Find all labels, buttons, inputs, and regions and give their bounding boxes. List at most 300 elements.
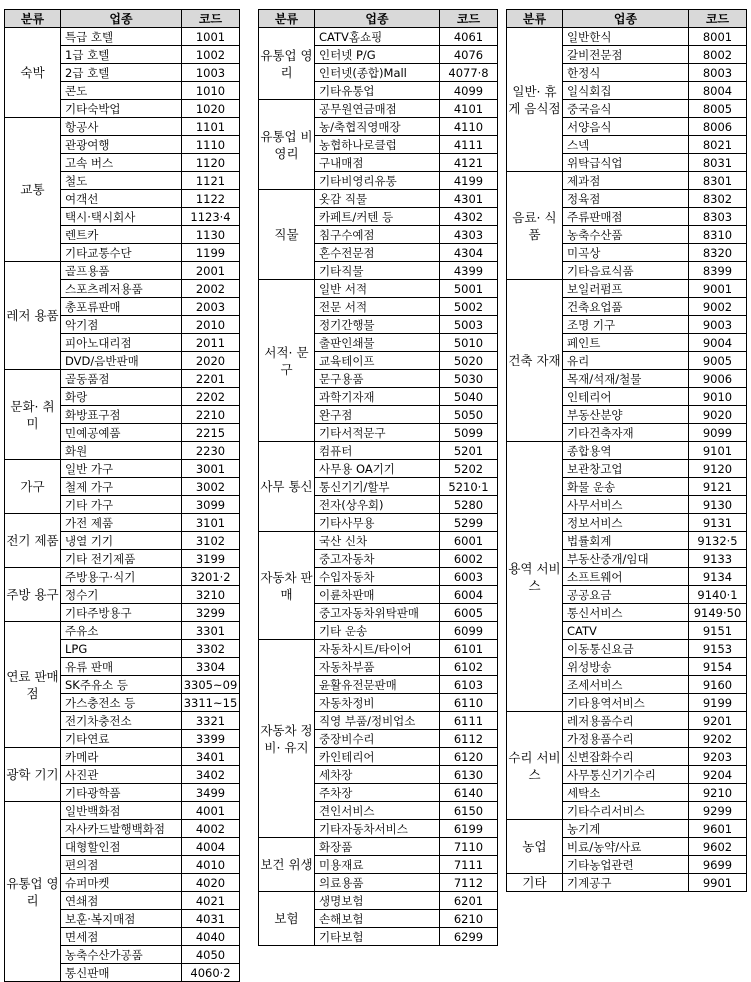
code-cell: 8006 xyxy=(689,118,747,136)
code-cell: 9151 xyxy=(689,622,747,640)
industry-cell: 기타유통업 xyxy=(315,82,440,100)
industry-cell: 과학기자재 xyxy=(315,388,440,406)
industry-cell: 기타교통수단 xyxy=(61,244,182,262)
category-cell: 보건 위생 xyxy=(259,838,315,892)
category-cell: 연료 판매점 xyxy=(5,622,61,748)
code-table-2 xyxy=(258,9,498,946)
industry-cell: 콘도 xyxy=(61,82,182,100)
category-cell: 용역 서비스 xyxy=(507,442,563,712)
industry-cell: DVD/음반판매 xyxy=(61,352,182,370)
industry-cell: 미용재료 xyxy=(315,856,440,874)
industry-cell: 기타수리서비스 xyxy=(563,802,689,820)
industry-cell: 소프트웨어 xyxy=(563,568,689,586)
industry-cell: 손해보험 xyxy=(315,910,440,928)
industry-cell: 스넥 xyxy=(563,136,689,154)
code-cell: 4077·8 xyxy=(440,64,498,82)
code-cell: 4302 xyxy=(440,208,498,226)
industry-cell: 농축수산품 xyxy=(563,226,689,244)
table-row xyxy=(259,442,498,460)
code-cell: 5201 xyxy=(440,442,498,460)
code-cell: 9005 xyxy=(689,352,747,370)
industry-cell: 자동차시트/타이어 xyxy=(315,640,440,658)
header-code: 코드 xyxy=(182,10,240,28)
code-cell: 6103 xyxy=(440,676,498,694)
header-industry: 업종 xyxy=(61,10,182,28)
table-row xyxy=(5,262,240,280)
industry-cell: 통신서비스 xyxy=(563,604,689,622)
code-cell: 3399 xyxy=(182,730,240,748)
code-table-1 xyxy=(4,9,240,982)
code-cell: 4004 xyxy=(182,838,240,856)
code-cell: 9001 xyxy=(689,280,747,298)
industry-cell: 비료/농약/사료 xyxy=(563,838,689,856)
industry-cell: 국산 신차 xyxy=(315,532,440,550)
table-row xyxy=(5,568,240,586)
code-cell: 9299 xyxy=(689,802,747,820)
industry-cell: 조세서비스 xyxy=(563,676,689,694)
code-cell: 8021 xyxy=(689,136,747,154)
code-cell: 8003 xyxy=(689,64,747,82)
industry-cell: 수입자동차 xyxy=(315,568,440,586)
industry-cell: 화물 운송 xyxy=(563,478,689,496)
code-cell: 9010 xyxy=(689,388,747,406)
industry-cell: 혼수전문점 xyxy=(315,244,440,262)
industry-cell: 정기간행물 xyxy=(315,316,440,334)
industry-cell: 자동차부품 xyxy=(315,658,440,676)
industry-cell: 전문 서적 xyxy=(315,298,440,316)
industry-cell: 유류 판매 xyxy=(61,658,182,676)
code-cell: 7111 xyxy=(440,856,498,874)
industry-cell: 컴퓨터 xyxy=(315,442,440,460)
industry-cell: 완구점 xyxy=(315,406,440,424)
industry-cell: 항공사 xyxy=(61,118,182,136)
code-cell: 8031 xyxy=(689,154,747,172)
code-table-3 xyxy=(506,9,747,892)
code-cell: 2002 xyxy=(182,280,240,298)
code-cell: 3002 xyxy=(182,478,240,496)
code-cell: 4099 xyxy=(440,82,498,100)
code-cell: 6120 xyxy=(440,748,498,766)
industry-cell: 카인테리어 xyxy=(315,748,440,766)
code-cell: 8303 xyxy=(689,208,747,226)
code-cell: 4110 xyxy=(440,118,498,136)
code-cell: 9002 xyxy=(689,298,747,316)
industry-cell: 정육점 xyxy=(563,190,689,208)
industry-cell: 면세점 xyxy=(61,928,182,946)
industry-cell: 레저용품수리 xyxy=(563,712,689,730)
table-row xyxy=(507,172,747,190)
code-cell: 9006 xyxy=(689,370,747,388)
code-cell: 5202 xyxy=(440,460,498,478)
industry-cell: 민예공예품 xyxy=(61,424,182,442)
industry-cell: 서양음식 xyxy=(563,118,689,136)
industry-cell: 기타사무용 xyxy=(315,514,440,532)
industry-cell: 위탁급식업 xyxy=(563,154,689,172)
code-cell: 4111 xyxy=(440,136,498,154)
industry-cell: 농협하나로클럽 xyxy=(315,136,440,154)
table-row xyxy=(259,532,498,550)
code-cell: 1199 xyxy=(182,244,240,262)
industry-cell: 의료용품 xyxy=(315,874,440,892)
industry-cell: 세차장 xyxy=(315,766,440,784)
code-cell: 6130 xyxy=(440,766,498,784)
code-cell: 6140 xyxy=(440,784,498,802)
table-row xyxy=(507,280,747,298)
code-cell: 3101 xyxy=(182,514,240,532)
industry-cell: 보일러펌프 xyxy=(563,280,689,298)
code-cell: 8302 xyxy=(689,190,747,208)
industry-cell: 이륜차판매 xyxy=(315,586,440,604)
category-cell: 광학 기기 xyxy=(5,748,61,802)
code-cell: 8320 xyxy=(689,244,747,262)
industry-cell: 세탁소 xyxy=(563,784,689,802)
industry-cell: 골프용품 xyxy=(61,262,182,280)
industry-cell: 통신기기/할부 xyxy=(315,478,440,496)
code-cell: 9099 xyxy=(689,424,747,442)
code-cell: 6111 xyxy=(440,712,498,730)
code-cell: 9004 xyxy=(689,334,747,352)
industry-cell: 기타숙박업 xyxy=(61,100,182,118)
table-row xyxy=(5,514,240,532)
industry-cell: 가스충전소 등 xyxy=(61,694,182,712)
industry-cell: 기타 전기제품 xyxy=(61,550,182,568)
industry-cell: 가정용품수리 xyxy=(563,730,689,748)
code-cell: 5280 xyxy=(440,496,498,514)
category-cell: 자동차 정비· 유지 xyxy=(259,640,315,838)
code-cell: 6102 xyxy=(440,658,498,676)
code-cell: 2011 xyxy=(182,334,240,352)
code-cell: 9901 xyxy=(689,874,747,892)
code-cell: 9101 xyxy=(689,442,747,460)
header-row xyxy=(5,10,240,28)
industry-cell: 법률회계 xyxy=(563,532,689,550)
industry-cell: 공공요금 xyxy=(563,586,689,604)
code-cell: 5299 xyxy=(440,514,498,532)
category-cell: 건축 자재 xyxy=(507,280,563,442)
industry-cell: 농기계 xyxy=(563,820,689,838)
code-cell: 6002 xyxy=(440,550,498,568)
industry-cell: 화원 xyxy=(61,442,182,460)
code-cell: 3304 xyxy=(182,658,240,676)
table-row xyxy=(5,28,240,46)
code-cell: 3401 xyxy=(182,748,240,766)
code-cell: 9003 xyxy=(689,316,747,334)
industry-cell: 렌트카 xyxy=(61,226,182,244)
code-cell: 6201 xyxy=(440,892,498,910)
industry-cell: 인터넷(종합)Mall xyxy=(315,64,440,82)
code-cell: 5003 xyxy=(440,316,498,334)
category-cell: 서적· 문구 xyxy=(259,280,315,442)
industry-cell: 자동차정비 xyxy=(315,694,440,712)
code-cell: 3402 xyxy=(182,766,240,784)
industry-cell: 전기차충전소 xyxy=(61,712,182,730)
code-cell: 9132·5 xyxy=(689,532,747,550)
industry-cell: LPG xyxy=(61,640,182,658)
table-row xyxy=(259,892,498,910)
code-cell: 8001 xyxy=(689,28,747,46)
industry-cell: 미곡상 xyxy=(563,244,689,262)
table-row xyxy=(5,460,240,478)
code-cell: 2010 xyxy=(182,316,240,334)
category-cell: 기타 xyxy=(507,874,563,892)
industry-cell: 관광여행 xyxy=(61,136,182,154)
industry-cell: 기타 가구 xyxy=(61,496,182,514)
industry-cell: 갈비전문점 xyxy=(563,46,689,64)
code-cell: 8310 xyxy=(689,226,747,244)
industry-cell: 인터넷 P/G xyxy=(315,46,440,64)
code-cell: 5210·1 xyxy=(440,478,498,496)
code-cell: 3199 xyxy=(182,550,240,568)
header-code: 코드 xyxy=(440,10,498,28)
code-cell: 6101 xyxy=(440,640,498,658)
table-row xyxy=(5,748,240,766)
code-cell: 9134 xyxy=(689,568,747,586)
code-cell: 3001 xyxy=(182,460,240,478)
industry-cell: 건축요업품 xyxy=(563,298,689,316)
code-cell: 4303 xyxy=(440,226,498,244)
code-cell: 9201 xyxy=(689,712,747,730)
industry-cell: 페인트 xyxy=(563,334,689,352)
code-cell: 4031 xyxy=(182,910,240,928)
industry-cell: 정수기 xyxy=(61,586,182,604)
industry-cell: 유리 xyxy=(563,352,689,370)
code-cell: 4040 xyxy=(182,928,240,946)
code-cell: 8399 xyxy=(689,262,747,280)
industry-cell: 철도 xyxy=(61,172,182,190)
industry-cell: 연쇄점 xyxy=(61,892,182,910)
code-cell: 9140·1 xyxy=(689,586,747,604)
code-cell: 3311~15 xyxy=(182,694,240,712)
code-cell: 8301 xyxy=(689,172,747,190)
header-category: 분류 xyxy=(259,10,315,28)
industry-cell: 종합용역 xyxy=(563,442,689,460)
code-cell: 4301 xyxy=(440,190,498,208)
table-row xyxy=(5,802,240,820)
industry-cell: 기타농업관련 xyxy=(563,856,689,874)
industry-cell: 2급 호텔 xyxy=(61,64,182,82)
industry-cell: 일반한식 xyxy=(563,28,689,46)
code-cell: 5030 xyxy=(440,370,498,388)
industry-cell: 슈퍼마켓 xyxy=(61,874,182,892)
code-cell: 9699 xyxy=(689,856,747,874)
code-cell: 2210 xyxy=(182,406,240,424)
industry-cell: 화방표구점 xyxy=(61,406,182,424)
table-row xyxy=(5,370,240,388)
industry-cell: 주방용구·식기 xyxy=(61,568,182,586)
industry-cell: 카메라 xyxy=(61,748,182,766)
code-cell: 5010 xyxy=(440,334,498,352)
table-row xyxy=(507,712,747,730)
code-cell: 9133 xyxy=(689,550,747,568)
code-cell: 9153 xyxy=(689,640,747,658)
code-cell: 6299 xyxy=(440,928,498,946)
table-row xyxy=(507,442,747,460)
code-cell: 7110 xyxy=(440,838,498,856)
industry-cell: 한정식 xyxy=(563,64,689,82)
category-cell: 자동차 판매 xyxy=(259,532,315,640)
category-cell: 주방 용구 xyxy=(5,568,61,622)
industry-cell: SK주유소 등 xyxy=(61,676,182,694)
code-cell: 1001 xyxy=(182,28,240,46)
table-row xyxy=(259,640,498,658)
code-cell: 9203 xyxy=(689,748,747,766)
industry-cell: CATV홈쇼핑 xyxy=(315,28,440,46)
industry-cell: 1급 호텔 xyxy=(61,46,182,64)
industry-cell: 총포류판매 xyxy=(61,298,182,316)
code-cell: 2202 xyxy=(182,388,240,406)
industry-cell: 침구수예점 xyxy=(315,226,440,244)
industry-cell: 구내매점 xyxy=(315,154,440,172)
code-cell: 3301 xyxy=(182,622,240,640)
industry-cell: 중장비수리 xyxy=(315,730,440,748)
code-cell: 3099 xyxy=(182,496,240,514)
table-row xyxy=(507,874,747,892)
code-cell: 4101 xyxy=(440,100,498,118)
industry-cell: 농/축협직영매장 xyxy=(315,118,440,136)
table-row xyxy=(259,100,498,118)
industry-cell: 일반 가구 xyxy=(61,460,182,478)
category-cell: 보험 xyxy=(259,892,315,946)
industry-cell: 부동산중개/임대 xyxy=(563,550,689,568)
code-cell: 5001 xyxy=(440,280,498,298)
table-row xyxy=(259,280,498,298)
code-cell: 4399 xyxy=(440,262,498,280)
code-cell: 3201·2 xyxy=(182,568,240,586)
code-cell: 9601 xyxy=(689,820,747,838)
header-category: 분류 xyxy=(507,10,563,28)
industry-cell: 화랑 xyxy=(61,388,182,406)
code-cell: 2230 xyxy=(182,442,240,460)
code-cell: 3102 xyxy=(182,532,240,550)
header-category: 분류 xyxy=(5,10,61,28)
code-cell: 1002 xyxy=(182,46,240,64)
code-cell: 9131 xyxy=(689,514,747,532)
industry-cell: 주유소 xyxy=(61,622,182,640)
industry-cell: 농축수산가공품 xyxy=(61,946,182,964)
table-row xyxy=(259,28,498,46)
industry-cell: 사무통신기기수리 xyxy=(563,766,689,784)
industry-cell: 인테리어 xyxy=(563,388,689,406)
code-cell: 5040 xyxy=(440,388,498,406)
industry-cell: 사무용 OA기기 xyxy=(315,460,440,478)
code-cell: 4020 xyxy=(182,874,240,892)
industry-cell: CATV xyxy=(563,622,689,640)
table-row xyxy=(259,838,498,856)
code-cell: 2215 xyxy=(182,424,240,442)
industry-cell: 편의점 xyxy=(61,856,182,874)
code-cell: 6005 xyxy=(440,604,498,622)
code-cell: 5050 xyxy=(440,406,498,424)
code-cell: 9130 xyxy=(689,496,747,514)
table-row xyxy=(507,820,747,838)
table-row xyxy=(259,190,498,208)
code-cell: 3210 xyxy=(182,586,240,604)
industry-cell: 카페트/커텐 등 xyxy=(315,208,440,226)
industry-cell: 여객선 xyxy=(61,190,182,208)
header-code: 코드 xyxy=(689,10,747,28)
code-cell: 3321 xyxy=(182,712,240,730)
industry-cell: 신변잡화수리 xyxy=(563,748,689,766)
industry-cell: 기타용역서비스 xyxy=(563,694,689,712)
code-cell: 1110 xyxy=(182,136,240,154)
industry-cell: 옷감 직물 xyxy=(315,190,440,208)
code-cell: 9199 xyxy=(689,694,747,712)
industry-cell: 주류판매점 xyxy=(563,208,689,226)
header-row xyxy=(507,10,747,28)
code-cell: 4121 xyxy=(440,154,498,172)
code-cell: 6110 xyxy=(440,694,498,712)
code-cell: 1010 xyxy=(182,82,240,100)
industry-cell: 기타연료 xyxy=(61,730,182,748)
industry-cell: 골동품점 xyxy=(61,370,182,388)
code-cell: 4304 xyxy=(440,244,498,262)
code-cell: 2020 xyxy=(182,352,240,370)
category-cell: 유통업 영리 xyxy=(259,28,315,100)
code-cell: 1020 xyxy=(182,100,240,118)
code-cell: 6199 xyxy=(440,820,498,838)
category-cell: 농업 xyxy=(507,820,563,874)
industry-cell: 부동산분양 xyxy=(563,406,689,424)
industry-cell: 자사카드발행백화점 xyxy=(61,820,182,838)
code-cell: 5020 xyxy=(440,352,498,370)
industry-cell: 전자(상우회) xyxy=(315,496,440,514)
industry-cell: 통신판매 xyxy=(61,964,182,982)
table-row xyxy=(5,622,240,640)
code-cell: 8002 xyxy=(689,46,747,64)
code-cell: 9210 xyxy=(689,784,747,802)
code-cell: 1122 xyxy=(182,190,240,208)
category-cell: 음료· 식품 xyxy=(507,172,563,280)
industry-cell: 교육테이프 xyxy=(315,352,440,370)
code-cell: 9120 xyxy=(689,460,747,478)
industry-cell: 일반백화점 xyxy=(61,802,182,820)
table-row xyxy=(5,118,240,136)
code-cell: 9204 xyxy=(689,766,747,784)
industry-cell: 기타광학품 xyxy=(61,784,182,802)
code-cell: 4021 xyxy=(182,892,240,910)
code-cell: 7112 xyxy=(440,874,498,892)
code-cell: 6001 xyxy=(440,532,498,550)
industry-cell: 스포츠레저용품 xyxy=(61,280,182,298)
header-industry: 업종 xyxy=(315,10,440,28)
code-cell: 6210 xyxy=(440,910,498,928)
code-cell: 4001 xyxy=(182,802,240,820)
industry-cell: 중고자동차 xyxy=(315,550,440,568)
industry-cell: 직영 부품/정비업소 xyxy=(315,712,440,730)
industry-cell: 사무서비스 xyxy=(563,496,689,514)
category-cell: 숙박 xyxy=(5,28,61,118)
code-cell: 4060·2 xyxy=(182,964,240,982)
category-cell: 유통업 영리 xyxy=(5,802,61,982)
industry-cell: 택시·택시회사 xyxy=(61,208,182,226)
industry-cell: 고속 버스 xyxy=(61,154,182,172)
header-industry: 업종 xyxy=(563,10,689,28)
code-cell: 1120 xyxy=(182,154,240,172)
industry-cell: 정보서비스 xyxy=(563,514,689,532)
industry-cell: 기타자동차서비스 xyxy=(315,820,440,838)
industry-cell: 일반 서적 xyxy=(315,280,440,298)
code-cell: 9121 xyxy=(689,478,747,496)
category-cell: 사무 통신 xyxy=(259,442,315,532)
code-cell: 3305~09 xyxy=(182,676,240,694)
code-cell: 4050 xyxy=(182,946,240,964)
industry-cell: 대형할인점 xyxy=(61,838,182,856)
code-cell: 4002 xyxy=(182,820,240,838)
code-cell: 9020 xyxy=(689,406,747,424)
category-cell: 수리 서비스 xyxy=(507,712,563,820)
code-cell: 3302 xyxy=(182,640,240,658)
industry-cell: 생명보험 xyxy=(315,892,440,910)
